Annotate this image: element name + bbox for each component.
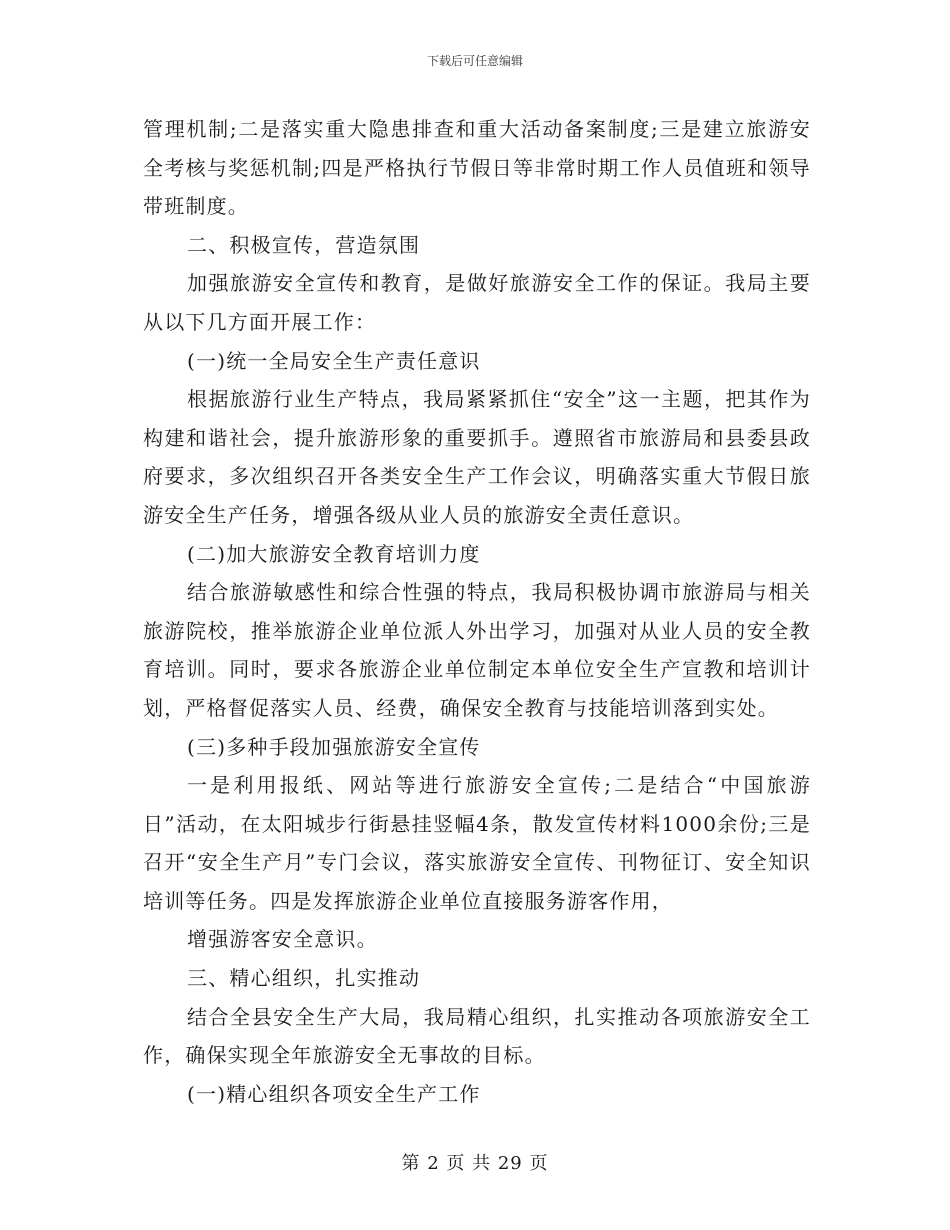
subsection-heading: (一)精心组织各项安全生产工作 bbox=[187, 1081, 481, 1106]
paragraph: 管理机制;二是落实重大隐患排查和重大活动备案制度;三是建立旅游安全考核与奖惩机制;四是严格执行节假日等非常时期工作人员值班和领导带班制度。 bbox=[143, 117, 811, 219]
section-heading: 三、精心组织，扎实推动 bbox=[187, 966, 421, 991]
subsection-heading: (一)统一全局安全生产责任意识 bbox=[187, 348, 481, 373]
subsection-heading: (三)多种手段加强旅游安全宣传 bbox=[187, 734, 481, 759]
paragraph: 结合全县安全生产大局，我局精心组织，扎实推动各项旅游安全工作，确保实现全年旅游安全无事故的目标。 bbox=[143, 1004, 811, 1068]
page-number: 第 2 页 共 29 页 bbox=[401, 1153, 549, 1174]
page-header-note: 下载后可任意编辑 bbox=[426, 54, 523, 68]
paragraph: 增强游客安全意识。 bbox=[187, 927, 378, 952]
paragraph: 根据旅游行业生产特点，我局紧紧抓住“安全”这一主题，把其作为构建和谐社会，提升旅游形象的重要抓手。遵照省市旅游局和县委县政府要求，多次组织召开各类安全生产工作会议，明确落实重大节假日旅游安全生产任务，增强各级从业人员的旅游安全责任意识。 bbox=[143, 387, 811, 527]
subsection-heading: (二)加大旅游安全教育培训力度 bbox=[187, 541, 481, 566]
document-body bbox=[143, 110, 811, 1113]
section-heading: 二、积极宣传，营造氛围 bbox=[187, 232, 421, 257]
paragraph: 加强旅游安全宣传和教育，是做好旅游安全工作的保证。我局主要从以下几方面开展工作： bbox=[143, 271, 811, 334]
paragraph: 一是利用报纸、网站等进行旅游安全宣传;二是结合“中国旅游日”活动，在太阳城步行街悬挂竖幅4条，散发宣传材料1000余份;三是召开“安全生产月”专门会议，落实旅游安全宣传、刊物征订、安全知识培训等任务。四是发挥旅游企业单位直接服务游客作用， bbox=[143, 773, 811, 913]
paragraph: 结合旅游敏感性和综合性强的特点，我局积极协调市旅游局与相关旅游院校，推举旅游企业单位派人外出学习，加强对从业人员的安全教育培训。同时，要求各旅游企业单位制定本单位安全生产宣教和培训计划，严格督促落实人员、经费，确保安全教育与技能培训落到实处。 bbox=[143, 580, 811, 720]
